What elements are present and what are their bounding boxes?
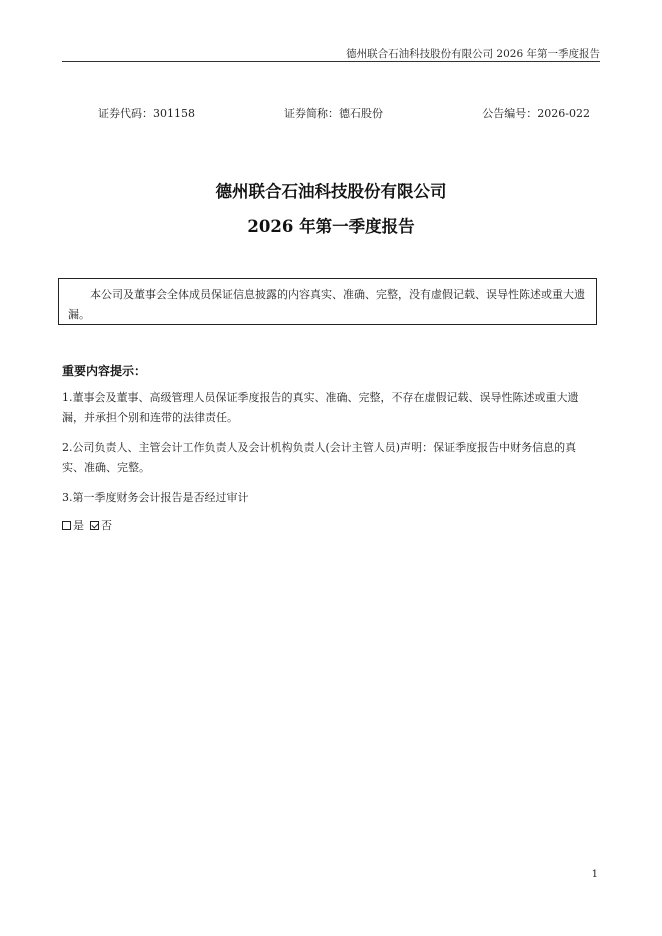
stock-code: 证券代码：301158 — [98, 107, 195, 120]
audit-options — [62, 517, 118, 533]
header-rule — [62, 61, 600, 62]
stock-abbreviation: 证券简称：德石股份 — [284, 107, 383, 120]
checkbox-checked-icon[interactable] — [90, 521, 99, 530]
notice-heading: 重要内容提示： — [62, 364, 147, 378]
notice-item-2: 2.公司负责人、主管会计工作负责人及会计机构负责人(会计主管人员)声明：保证季度报告中财务信息的真实、准确、完整。 — [62, 441, 577, 474]
audit-option-yes[interactable] — [62, 517, 84, 533]
company-title: 德州联合石油科技股份有限公司 — [215, 182, 447, 201]
report-title: 2026 年第一季度报告 — [247, 217, 415, 236]
announcement-number: 公告编号：2026-022 — [482, 107, 590, 120]
page-number: 1 — [591, 869, 598, 880]
running-header: 德州联合石油科技股份有限公司 2026 年第一季度报告 — [346, 48, 600, 60]
checkbox-unchecked-icon[interactable] — [62, 521, 71, 530]
notice-item-1: 1.董事会及董事、高级管理人员保证季度报告的真实、准确、完整，不存在虚假记载、误导性陈述或重大遗漏，并承担个别和连带的法律责任。 — [62, 391, 579, 424]
audit-option-no[interactable] — [90, 517, 112, 533]
statement-box — [58, 278, 597, 325]
audit-option-no-label: 否 — [101, 519, 112, 532]
audit-option-yes-label: 是 — [73, 519, 84, 532]
notice-item-3: 3.第一季度财务会计报告是否经过审计 — [62, 491, 249, 504]
statement-text: 本公司及董事会全体成员保证信息披露的内容真实、准确、完整，没有虚假记载、误导性陈述或重大遗漏。 — [68, 288, 585, 321]
meta-row — [98, 105, 590, 121]
